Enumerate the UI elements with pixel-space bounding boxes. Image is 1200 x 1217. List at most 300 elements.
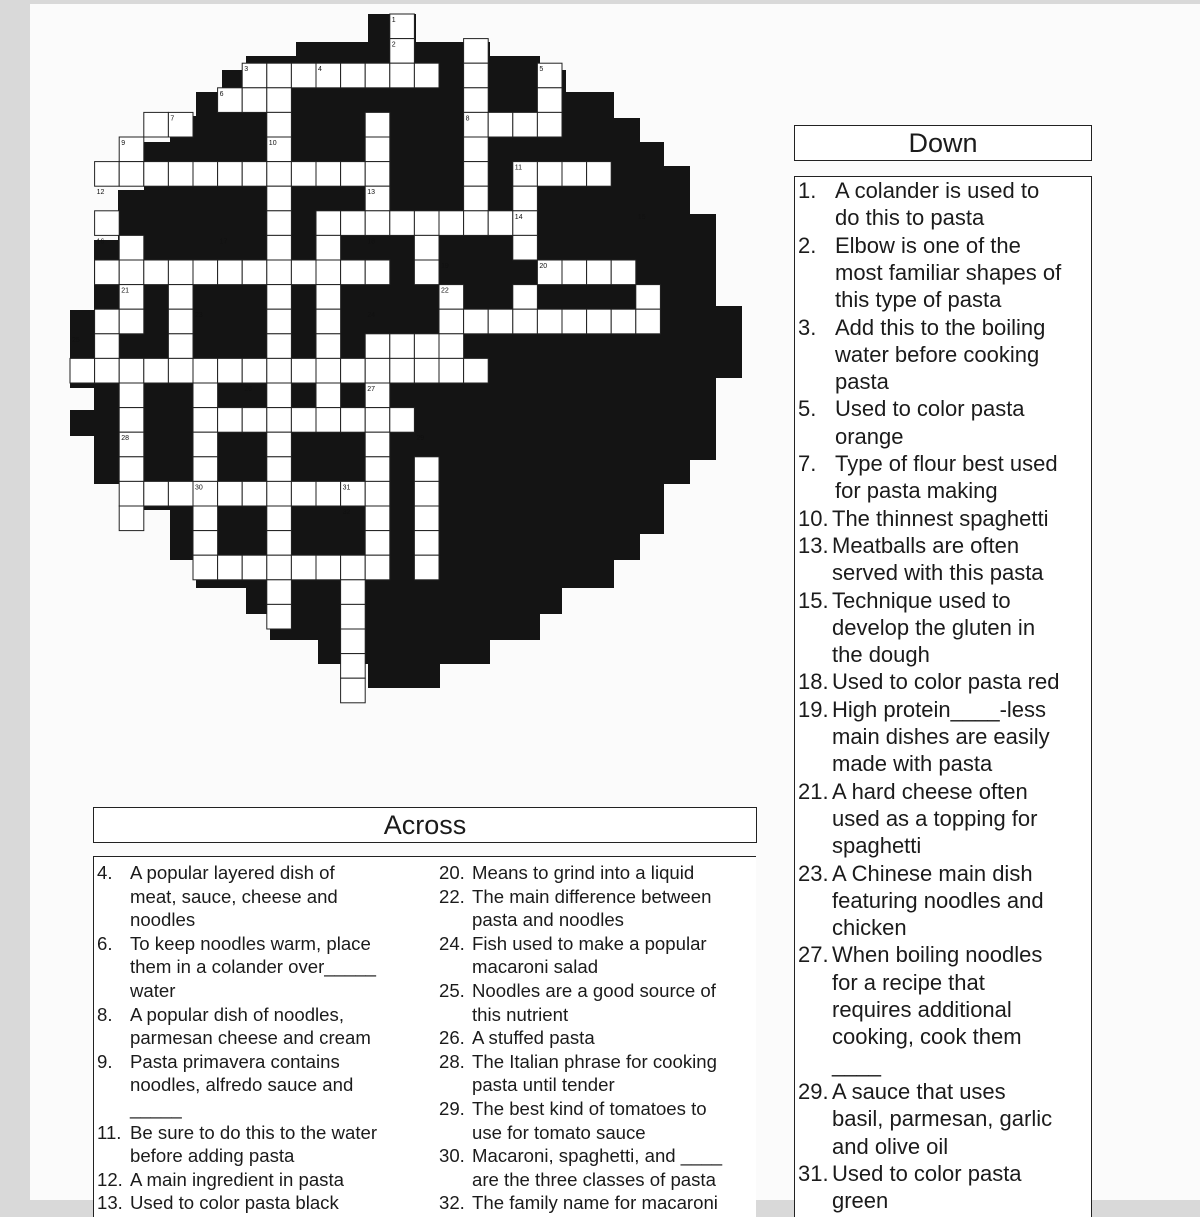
down-clue-number: 15.: [798, 587, 829, 613]
grid-cell[interactable]: [414, 555, 439, 580]
down-clue-number: 21.: [798, 778, 829, 804]
down-clue-number: 29.: [798, 1078, 829, 1104]
down-clue-text: requires additional: [832, 997, 1012, 1022]
grid-cell[interactable]: [365, 432, 390, 457]
grid-cell[interactable]: [464, 211, 489, 236]
down-clue-number: 23.: [798, 860, 829, 886]
down-clue-text: this type of pasta: [835, 287, 1002, 313]
grid-clue-number: 26: [244, 386, 252, 393]
grid-cell[interactable]: [464, 309, 489, 334]
grid-cell[interactable]: [144, 162, 169, 187]
grid-clue-number: 1: [391, 17, 396, 24]
across-clue-text: use for tomato sauce: [472, 1121, 646, 1143]
grid-cell[interactable]: [341, 654, 366, 679]
grid-cell[interactable]: [611, 260, 636, 285]
down-heading: Down: [794, 125, 1092, 161]
grid-clue-number: 10: [268, 140, 277, 147]
grid-cell[interactable]: [291, 260, 316, 285]
grid-cell[interactable]: [267, 358, 292, 383]
grid-cell[interactable]: [365, 63, 390, 88]
across-clue-text: macaroni salad: [472, 956, 599, 978]
grid-clue-number: 21: [121, 287, 129, 295]
grid-cell[interactable]: [414, 260, 439, 285]
grid-cell[interactable]: [365, 457, 390, 482]
grid-cell[interactable]: [316, 358, 341, 383]
grid-cell[interactable]: [119, 506, 144, 531]
grid-cell[interactable]: [390, 211, 415, 236]
across-clue-text: pasta and noodles: [472, 909, 624, 931]
grid-cell[interactable]: [562, 162, 587, 187]
grid-cell[interactable]: [414, 334, 439, 359]
grid-cell[interactable]: [513, 186, 538, 211]
down-clue-number: 31.: [798, 1160, 829, 1186]
grid-cell[interactable]: [562, 309, 587, 334]
across-heading: Across: [93, 807, 757, 843]
grid-cell[interactable]: [267, 506, 292, 531]
grid-cell[interactable]: [537, 309, 562, 334]
grid-cell[interactable]: [365, 112, 390, 137]
grid-cell[interactable]: [267, 235, 292, 260]
across-clue-number: 32.: [439, 1192, 465, 1214]
across-clue-text: To keep noodles warm, place: [130, 932, 371, 954]
across-clue-text: parmesan cheese and cream: [130, 1027, 371, 1049]
grid-cell[interactable]: [365, 358, 390, 383]
across-clue-text: The main difference between: [472, 885, 712, 907]
grid-cell[interactable]: [168, 260, 193, 285]
grid-clue-number: 5: [539, 66, 544, 74]
grid-cell[interactable]: [95, 334, 120, 359]
across-clue-text: meat, sauce, cheese and: [130, 885, 338, 907]
grid-clue-number: 27: [367, 386, 375, 393]
grid-cell[interactable]: [414, 235, 439, 260]
grid-cell[interactable]: [144, 112, 169, 137]
across-clue-number: 20.: [439, 862, 465, 883]
down-clue-text: A colander is used to: [835, 178, 1040, 203]
grid-cell[interactable]: [414, 211, 439, 236]
across-clue-text: are the three classes of pasta: [472, 1168, 716, 1190]
grid-cell[interactable]: [218, 555, 243, 580]
grid-cell[interactable]: [267, 383, 292, 408]
across-clue-text: A popular layered dish of: [130, 862, 335, 883]
grid-cell[interactable]: [218, 358, 243, 383]
grid-clue-number: 22: [441, 287, 449, 295]
grid-cell[interactable]: [218, 260, 243, 285]
down-clue-text: Type of flour best used: [835, 451, 1058, 476]
grid-cell[interactable]: [464, 186, 489, 211]
grid-cell[interactable]: [267, 162, 292, 187]
across-clue-text: this nutrient: [472, 1003, 569, 1025]
grid-cell[interactable]: [562, 260, 587, 285]
grid-cell[interactable]: [341, 260, 366, 285]
down-clue-list: [794, 176, 1092, 1217]
grid-cell[interactable]: [488, 309, 513, 334]
grid-cell[interactable]: [365, 260, 390, 285]
across-clue-number: 26.: [439, 1027, 465, 1049]
grid-cell[interactable]: [537, 88, 562, 113]
grid-cell[interactable]: [439, 309, 464, 334]
down-clue-text: Technique used to: [832, 587, 1011, 613]
grid-cell[interactable]: [488, 112, 513, 137]
grid-clue-number: 4: [318, 66, 322, 74]
grid-cell[interactable]: [95, 358, 120, 383]
down-clue-number: 3.: [798, 314, 817, 340]
grid-cell[interactable]: [193, 383, 218, 408]
grid-cell[interactable]: [193, 506, 218, 531]
grid-cell[interactable]: [193, 432, 218, 457]
down-clue-text: made with pasta: [832, 751, 993, 777]
grid-cell[interactable]: [119, 162, 144, 187]
across-clue-text: The Italian phrase for cooking: [472, 1050, 717, 1072]
grid-cell[interactable]: [95, 162, 120, 187]
across-clue-text: The best kind of tomatoes to: [472, 1098, 707, 1119]
grid-cell[interactable]: [193, 531, 218, 556]
grid-clue-number: 18: [367, 238, 375, 246]
grid-cell[interactable]: [316, 260, 341, 285]
down-clue-text: for pasta making: [835, 478, 998, 504]
grid-cell[interactable]: [513, 309, 538, 334]
grid-cell[interactable]: [267, 604, 292, 629]
grid-cell[interactable]: [414, 481, 439, 506]
grid-cell[interactable]: [341, 555, 366, 580]
grid-clue-number: 24: [367, 312, 375, 320]
across-clue-text: them in a colander over_____: [130, 956, 377, 978]
grid-clue-number: 3: [244, 66, 249, 74]
grid-cell[interactable]: [341, 63, 366, 88]
grid-cell[interactable]: [291, 358, 316, 383]
grid-clue-number: 11: [514, 164, 523, 172]
grid-cell[interactable]: [439, 211, 464, 236]
grid-cell[interactable]: [95, 260, 120, 285]
grid-cell[interactable]: [390, 63, 415, 88]
grid-clue-number: 14: [514, 213, 523, 221]
down-clue-text: featuring noodles and: [832, 887, 1044, 913]
grid-cell[interactable]: [144, 481, 169, 506]
grid-cell[interactable]: [365, 137, 390, 162]
grid-cell[interactable]: [218, 162, 243, 187]
grid-clue-number: 7: [170, 115, 175, 123]
grid-cell[interactable]: [341, 358, 366, 383]
grid-cell[interactable]: [414, 457, 439, 482]
down-clue-text: Elbow is one of the: [835, 232, 1021, 258]
grid-cell[interactable]: [316, 285, 341, 310]
grid-clue-number: 12: [96, 189, 105, 197]
grid-cell[interactable]: [218, 481, 243, 506]
grid-cell[interactable]: [95, 211, 120, 236]
grid-cell[interactable]: [168, 285, 193, 310]
grid-cell[interactable]: [341, 408, 366, 433]
down-clue-text: spaghetti: [832, 833, 922, 859]
down-clue-number: 1.: [798, 178, 817, 203]
grid-cell[interactable]: [267, 211, 292, 236]
grid-cell[interactable]: [242, 88, 267, 113]
grid-cell[interactable]: [267, 580, 292, 605]
across-clue-number: 30.: [439, 1145, 465, 1167]
grid-cell[interactable]: [291, 162, 316, 187]
grid-cell[interactable]: [267, 88, 292, 113]
grid-cell[interactable]: [365, 162, 390, 187]
grid-clue-number: 29: [416, 435, 425, 443]
grid-cell[interactable]: [119, 235, 144, 260]
grid-cell[interactable]: [267, 63, 292, 88]
grid-cell[interactable]: [365, 555, 390, 580]
down-clue-number: 18.: [798, 669, 829, 695]
grid-cell[interactable]: [193, 555, 218, 580]
down-clue-text: High protein____-less: [832, 696, 1047, 722]
down-clue-text: develop the gluten in: [832, 614, 1036, 640]
across-clue-number: 9.: [97, 1050, 113, 1072]
grid-clue-number: 32: [342, 509, 351, 516]
grid-cell[interactable]: [119, 457, 144, 482]
grid-cell[interactable]: [267, 309, 292, 334]
grid-cell[interactable]: [95, 309, 120, 334]
grid-cell[interactable]: [414, 506, 439, 531]
grid-cell[interactable]: [291, 481, 316, 506]
grid-clue-number: 17: [219, 238, 228, 246]
grid-clue-number: 28: [121, 435, 129, 443]
grid-cell[interactable]: [144, 260, 169, 285]
down-clue-text: main dishes are easily: [832, 724, 1050, 749]
across-clue-text: Noodles are a good source of: [472, 980, 716, 1001]
across-clue-text: Pasta primavera contains: [130, 1050, 340, 1072]
grid-clue-number: 2: [391, 41, 396, 49]
grid-cell[interactable]: [218, 408, 243, 433]
grid-cell[interactable]: [414, 531, 439, 556]
down-clue-text: for a recipe that: [832, 969, 985, 995]
grid-cell[interactable]: [144, 358, 169, 383]
down-clue-number: 10.: [798, 505, 829, 531]
grid-clue-number: 19: [441, 263, 449, 270]
grid-cell[interactable]: [316, 162, 341, 187]
down-clue-text: do this to pasta: [835, 205, 985, 231]
grid-cell[interactable]: [119, 408, 144, 433]
grid-cell[interactable]: [193, 162, 218, 187]
down-clue-number: 13.: [798, 532, 829, 558]
across-clue-text: A stuffed pasta: [472, 1027, 595, 1049]
down-clue-text: When boiling noodles: [832, 942, 1043, 968]
grid-cell[interactable]: [464, 162, 489, 187]
grid-cell[interactable]: [636, 285, 661, 310]
across-clue-text: before adding pasta: [130, 1145, 295, 1167]
grid-cell[interactable]: [341, 211, 366, 236]
down-clue-text: Add this to the boiling: [835, 314, 1046, 340]
grid-cell[interactable]: [267, 334, 292, 359]
across-clue-number: 22.: [439, 885, 465, 907]
grid-cell[interactable]: [587, 260, 612, 285]
grid-cell[interactable]: [636, 309, 661, 334]
grid-cell[interactable]: [242, 162, 267, 187]
grid-cell[interactable]: [193, 260, 218, 285]
grid-cell[interactable]: [168, 481, 193, 506]
across-clue-number: 12.: [97, 1168, 123, 1190]
across-clue-text: _____: [130, 1098, 182, 1119]
grid-cell[interactable]: [537, 162, 562, 187]
grid-cell[interactable]: [464, 39, 489, 64]
grid-clue-number: 25: [72, 336, 80, 344]
grid-cell[interactable]: [316, 555, 341, 580]
grid-cell[interactable]: [119, 260, 144, 285]
grid-cell[interactable]: [267, 531, 292, 556]
grid-cell[interactable]: [464, 88, 489, 113]
down-clue-text: chicken: [832, 915, 907, 941]
grid-cell[interactable]: [464, 63, 489, 88]
down-clue-text: the dough: [832, 642, 930, 668]
down-clue-text: Used to color pasta: [835, 396, 1025, 422]
across-clue-number: 11.: [97, 1121, 122, 1143]
grid-clue-number: 8: [465, 115, 470, 123]
grid-clue-number: 16: [96, 238, 105, 246]
across-clue-text: Fish used to make a popular: [472, 932, 707, 954]
across-clue-number: 13.: [97, 1192, 123, 1214]
grid-cell[interactable]: [267, 432, 292, 457]
grid-cell[interactable]: [168, 358, 193, 383]
grid-cell[interactable]: [119, 358, 144, 383]
across-clue-text: water: [130, 980, 176, 1001]
grid-cell[interactable]: [341, 604, 366, 629]
across-clue-number: 4.: [97, 862, 113, 883]
grid-cell[interactable]: [390, 408, 415, 433]
down-clue-text: orange: [835, 423, 904, 449]
grid-cell[interactable]: [390, 334, 415, 359]
down-clue-text: cooking, cook them: [832, 1024, 1022, 1050]
down-clue-number: 19.: [798, 696, 829, 722]
grid-cell[interactable]: [587, 309, 612, 334]
grid-cell[interactable]: [193, 358, 218, 383]
across-clue-text: noodles, alfredo sauce and: [130, 1074, 354, 1096]
grid-cell[interactable]: [267, 457, 292, 482]
grid-clue-number: 13: [367, 189, 375, 197]
grid-cell[interactable]: [464, 137, 489, 162]
grid-cell[interactable]: [267, 260, 292, 285]
down-clue-text: served with this pasta: [832, 560, 1044, 586]
grid-cell[interactable]: [267, 408, 292, 433]
across-clue-number: 24.: [439, 932, 465, 954]
grid-cell[interactable]: [513, 235, 538, 260]
across-clue-text: pasta until tender: [472, 1074, 615, 1096]
down-clue-text: The thinnest spaghetti: [832, 505, 1049, 531]
grid-cell[interactable]: [488, 211, 513, 236]
down-clue-text: A hard cheese often: [832, 778, 1028, 804]
grid-cell[interactable]: [193, 457, 218, 482]
grid-cell[interactable]: [168, 162, 193, 187]
down-clue-text: A sauce that uses: [832, 1078, 1006, 1104]
grid-cell[interactable]: [365, 211, 390, 236]
grid-cell[interactable]: [316, 211, 341, 236]
down-clue-text: used as a topping for: [832, 805, 1038, 831]
grid-cell[interactable]: [513, 112, 538, 137]
down-clue-number: 2.: [798, 232, 817, 258]
grid-cell[interactable]: [168, 334, 193, 359]
grid-cell[interactable]: [119, 383, 144, 408]
grid-cell[interactable]: [316, 334, 341, 359]
grid-cell[interactable]: [242, 358, 267, 383]
grid-cell[interactable]: [70, 358, 95, 383]
down-clue-text: green: [832, 1188, 889, 1214]
across-clue-text: Means to grind into a liquid: [472, 862, 695, 883]
across-clue-number: 8.: [97, 1003, 113, 1025]
grid-cell[interactable]: [242, 481, 267, 506]
across-clue-text: A main ingredient in pasta: [130, 1168, 344, 1190]
grid-cell[interactable]: [537, 112, 562, 137]
across-clue-number: 29.: [439, 1098, 465, 1119]
down-clue-text: and olive oil: [832, 1133, 949, 1159]
grid-cell[interactable]: [242, 408, 267, 433]
grid-cell[interactable]: [267, 285, 292, 310]
grid-cell[interactable]: [291, 555, 316, 580]
grid-cell[interactable]: [119, 481, 144, 506]
grid-cell[interactable]: [390, 358, 415, 383]
grid-cell[interactable]: [414, 358, 439, 383]
grid-clue-number: 9: [121, 140, 126, 147]
grid-cell[interactable]: [439, 358, 464, 383]
grid-cell[interactable]: [316, 383, 341, 408]
grid-cell[interactable]: [267, 186, 292, 211]
grid-cell[interactable]: [365, 531, 390, 556]
grid-cell[interactable]: [439, 334, 464, 359]
grid-cell[interactable]: [316, 481, 341, 506]
across-clue-list: [93, 856, 756, 1217]
grid-cell[interactable]: [291, 63, 316, 88]
down-clue-text: pasta: [835, 369, 889, 395]
across-clue-number: 6.: [97, 932, 113, 954]
down-clue-number: 5.: [798, 396, 817, 422]
across-clue-text: Macaroni, spaghetti, and ____: [472, 1145, 723, 1167]
grid-cell[interactable]: [611, 309, 636, 334]
grid-cell[interactable]: [316, 309, 341, 334]
grid-cell[interactable]: [267, 481, 292, 506]
grid-cell[interactable]: [267, 112, 292, 137]
grid-cell[interactable]: [242, 555, 267, 580]
grid-clue-number: 31: [342, 484, 351, 492]
grid-cell[interactable]: [587, 162, 612, 187]
down-clue-text: ____: [832, 1051, 881, 1077]
grid-cell[interactable]: [365, 481, 390, 506]
grid-cell[interactable]: [267, 555, 292, 580]
grid-cell[interactable]: [242, 260, 267, 285]
grid-cell[interactable]: [365, 408, 390, 433]
grid-clue-number: 6: [219, 90, 224, 98]
grid-clue-number: 23: [195, 312, 203, 320]
down-clue-text: water before cooking: [835, 341, 1040, 367]
across-clue-text: The family name for macaroni: [472, 1192, 718, 1214]
grid-cell[interactable]: [365, 334, 390, 359]
grid-cell[interactable]: [119, 309, 144, 334]
grid-cell[interactable]: [513, 285, 538, 310]
grid-cell[interactable]: [341, 580, 366, 605]
grid-cell[interactable]: [316, 235, 341, 260]
grid-cell[interactable]: [168, 309, 193, 334]
grid-cell[interactable]: [291, 408, 316, 433]
across-clue-text: noodles: [130, 909, 196, 931]
down-clue-number: 27.: [798, 942, 829, 968]
across-clue-number: 28.: [439, 1050, 465, 1072]
grid-cell[interactable]: [365, 506, 390, 531]
grid-cell[interactable]: [316, 408, 341, 433]
grid-clue-number: 15: [637, 213, 646, 221]
grid-clue-number: 20: [539, 263, 548, 270]
grid-cell[interactable]: [464, 358, 489, 383]
across-clue-text: Be sure to do this to the water: [130, 1121, 378, 1143]
grid-cell[interactable]: [341, 678, 366, 703]
grid-clue-number: 30: [195, 484, 203, 492]
across-clue-number: 25.: [439, 980, 465, 1001]
grid-cell[interactable]: [341, 162, 366, 187]
across-clue-text: Used to color pasta black: [130, 1192, 339, 1214]
across-clue-text: A popular dish of noodles,: [130, 1003, 344, 1025]
down-clue-text: Used to color pasta red: [832, 669, 1060, 695]
grid-cell[interactable]: [414, 63, 439, 88]
grid-cell[interactable]: [193, 408, 218, 433]
grid-cell[interactable]: [341, 629, 366, 654]
